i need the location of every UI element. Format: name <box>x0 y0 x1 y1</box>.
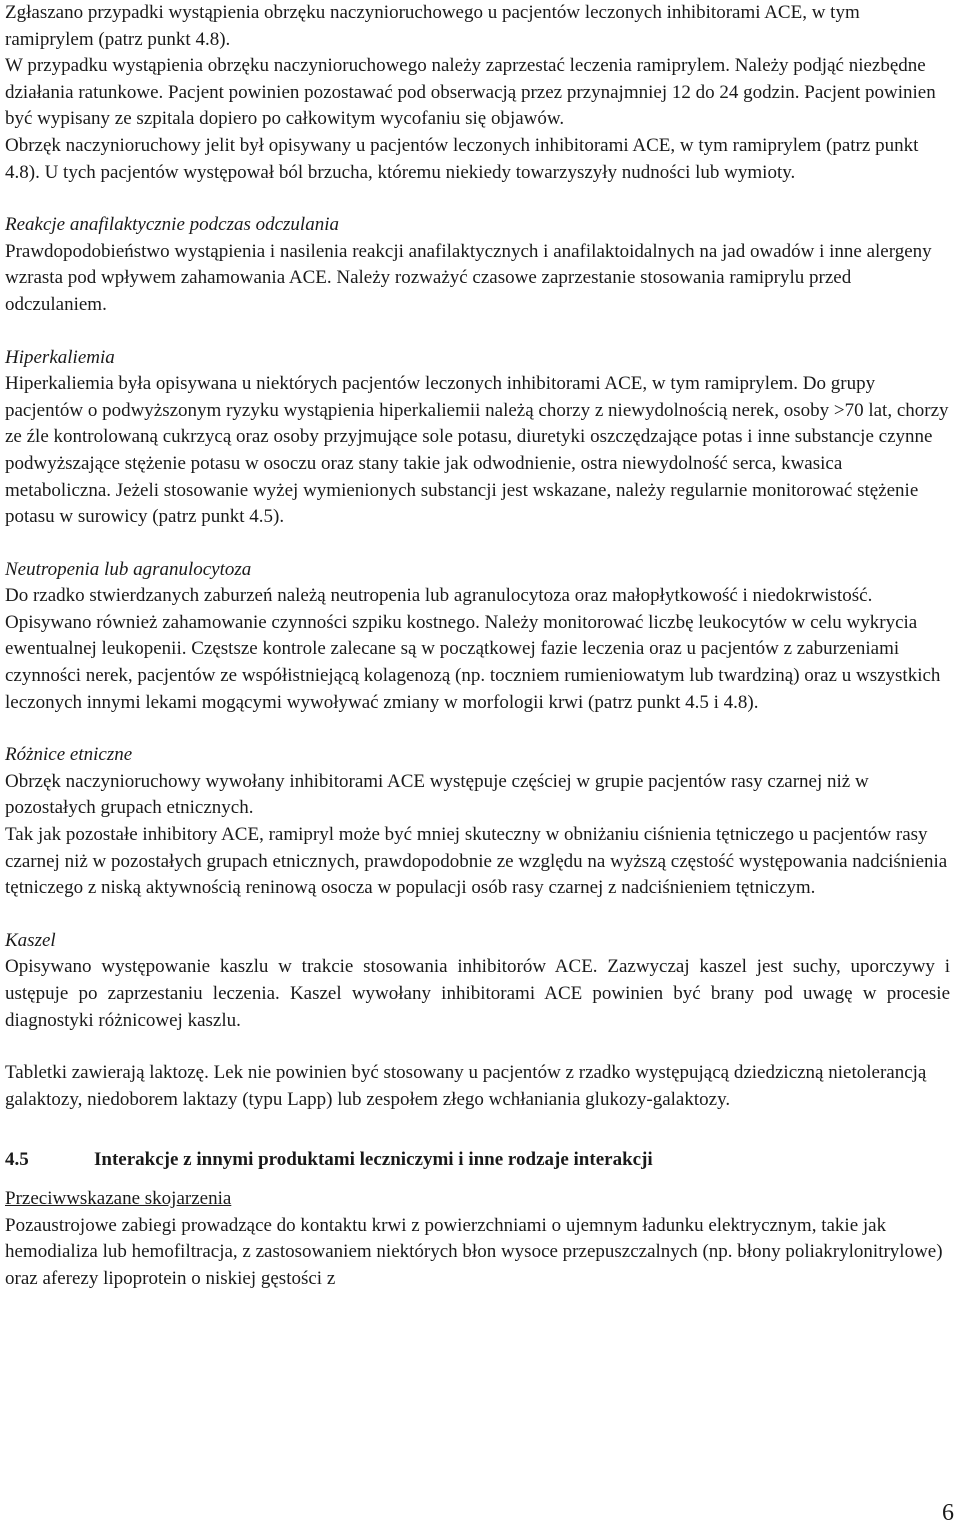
document-page <box>5 0 950 1292</box>
cough-title: Kaszel <box>5 929 56 951</box>
intro-paragraph-1: Zgłaszano przypadki wystąpienia obrzęku naczynioruchowego u pacjentów leczonych inhibitorami ACE, w tym ramiprylem (patrz punkt 4.8). <box>5 2 860 50</box>
cough-text: Opisywano występowanie kaszlu w trakcie stosowania inhibitorów ACE. Zazwyczaj kaszel jest suchy, uporczywy i ustępuje po zaprzestaniu leczenia. Kaszel wywołany inhibitorami ACE powinien być brany pod uwagę w procesie diagnostyki różnicowej kaszlu. <box>5 956 950 1031</box>
ethnic-title: Różnice etniczne <box>5 744 133 766</box>
anaphylaxis-title: Reakcje anafilaktycznie podczas odczulania <box>5 214 339 236</box>
neutropenia-title: Neutropenia lub agranulocytoza <box>5 558 252 580</box>
section-heading <box>5 1147 950 1174</box>
ethnic-text-2: Tak jak pozostałe inhibitory ACE, ramipryl może być mniej skuteczny w obniżaniu ciśnienia tętniczego u pacjentów rasy czarnej niż w pozostałych grupach etnicznych, prawdopodobnie ze względu na wyższą częstość występowania nadciśnienia tętniczego z niską aktywnością reninową osocza w populacji osób rasy czarnej z nadciśnieniem tętniczym. <box>5 824 948 899</box>
lactose-text: Tabletki zawierają laktozę. Lek nie powinien być stosowany u pacjentów z rzadko występującą dziedziczną nietolerancją galaktozy, niedoborem laktazy (typu Lapp) lub zespołem złego wchłaniania glukozy-galaktozy. <box>5 1062 927 1110</box>
hyperkalemia-title: Hiperkaliemia <box>5 346 115 368</box>
anaphylaxis-text: Prawdopodobieństwo wystąpienia i nasilenia reakcji anafilaktycznych i anafilaktoidalnych na jad owadów i inne alergeny wzrasta pod wpływem zahamowania ACE. Należy rozważyć czasowe zaprzestanie stosowania ramiprylu przed odczulaniem. <box>5 240 932 315</box>
section-title: Interakcje z innymi produktami leczniczymi i inne rodzaje interakcji <box>94 1149 653 1171</box>
ethnic-text-1: Obrzęk naczynioruchowy wywołany inhibitorami ACE występuje częściej w grupie pacjentów rasy czarnej niż w pozostałych grupach etnicznych. <box>5 770 869 819</box>
intro-paragraph-3: Obrzęk naczynioruchowy jelit był opisywany u pacjentów leczonych inhibitorami ACE, w tym ramiprylem (patrz punkt 4.8). U tych pacjentów występował ból brzucha, któremu niekiedy towarzyszyły nudności lub wymioty. <box>5 134 919 183</box>
intro-paragraph-2: W przypadku wystąpienia obrzęku naczynioruchowego należy zaprzestać leczenia ramiprylem. Należy podjąć niezbędne działania ratunkowe. Pacjent powinien pozostawać pod obserwacją przez przynajmniej 12 do 24 godzin. Pacjent powinien być wypisany ze szpitala dopiero po całkowitym wycofaniu się objawów. <box>5 55 936 130</box>
hyperkalemia-text: Hiperkaliemia była opisywana u niektórych pacjentów leczonych inhibitorami ACE, w tym ramiprylem. Do grupy pacjentów o podwyższonym ryzyku wystąpienia hiperkaliemii należą chorzy z niewydolnością nerek, osoby >70 lat, chorzy ze źle kontrolowaną cukrzycą oraz osoby przyjmujące sole potasu, diuretyki oszczędzające potas i inne substancje czynne podwyższające stężenie potasu w osoczu oraz stany takie jak odwodnienie, ostra niewydolność serca, kwasica metaboliczna. Jeżeli stosowanie wyżej wymienionych substancji jest wskazane, należy regularnie monitorować stężenie potasu w surowicy (patrz punkt 4.5). <box>5 373 949 528</box>
page-number: 6 <box>942 1500 954 1526</box>
neutropenia-text: Do rzadko stwierdzanych zaburzeń należą neutropenia lub agranulocytoza oraz małopłytkowość i niedokrwistość. Opisywano również zahamowanie czynności szpiku kostnego. Należy monitorować liczbę leukocytów w celu wykrycia ewentualnej leukopenii. Częstsze kontrole zalecane są w początkowej fazie leczenia oraz u pacjentów z zaburzeniami czynności nerek, pacjentów ze współistniejącą kolagenozą (np. toczniem rumieniowatym lub twardziną) oraz u wszystkich leczonych innymi lekami mogącymi wywoływać zmiany w morfologii krwi (patrz punkt 4.5 i 4.8). <box>5 585 941 713</box>
contraindicated-combinations-text: Pozaustrojowe zabiegi prowadzące do kontaktu krwi z powierzchniami o ujemnym ładunku elektrycznym, takie jak hemodializa lub hemofiltracja, z zastosowaniem niektórych błon wysoce przepuszczalnych (np. błony poliakrylonitrylowe) oraz aferezy lipoprotein o niskiej gęstości z <box>5 1214 943 1289</box>
contraindicated-combinations-title: Przeciwwskazane skojarzenia <box>5 1187 232 1209</box>
section-number: 4.5 <box>5 1149 29 1171</box>
